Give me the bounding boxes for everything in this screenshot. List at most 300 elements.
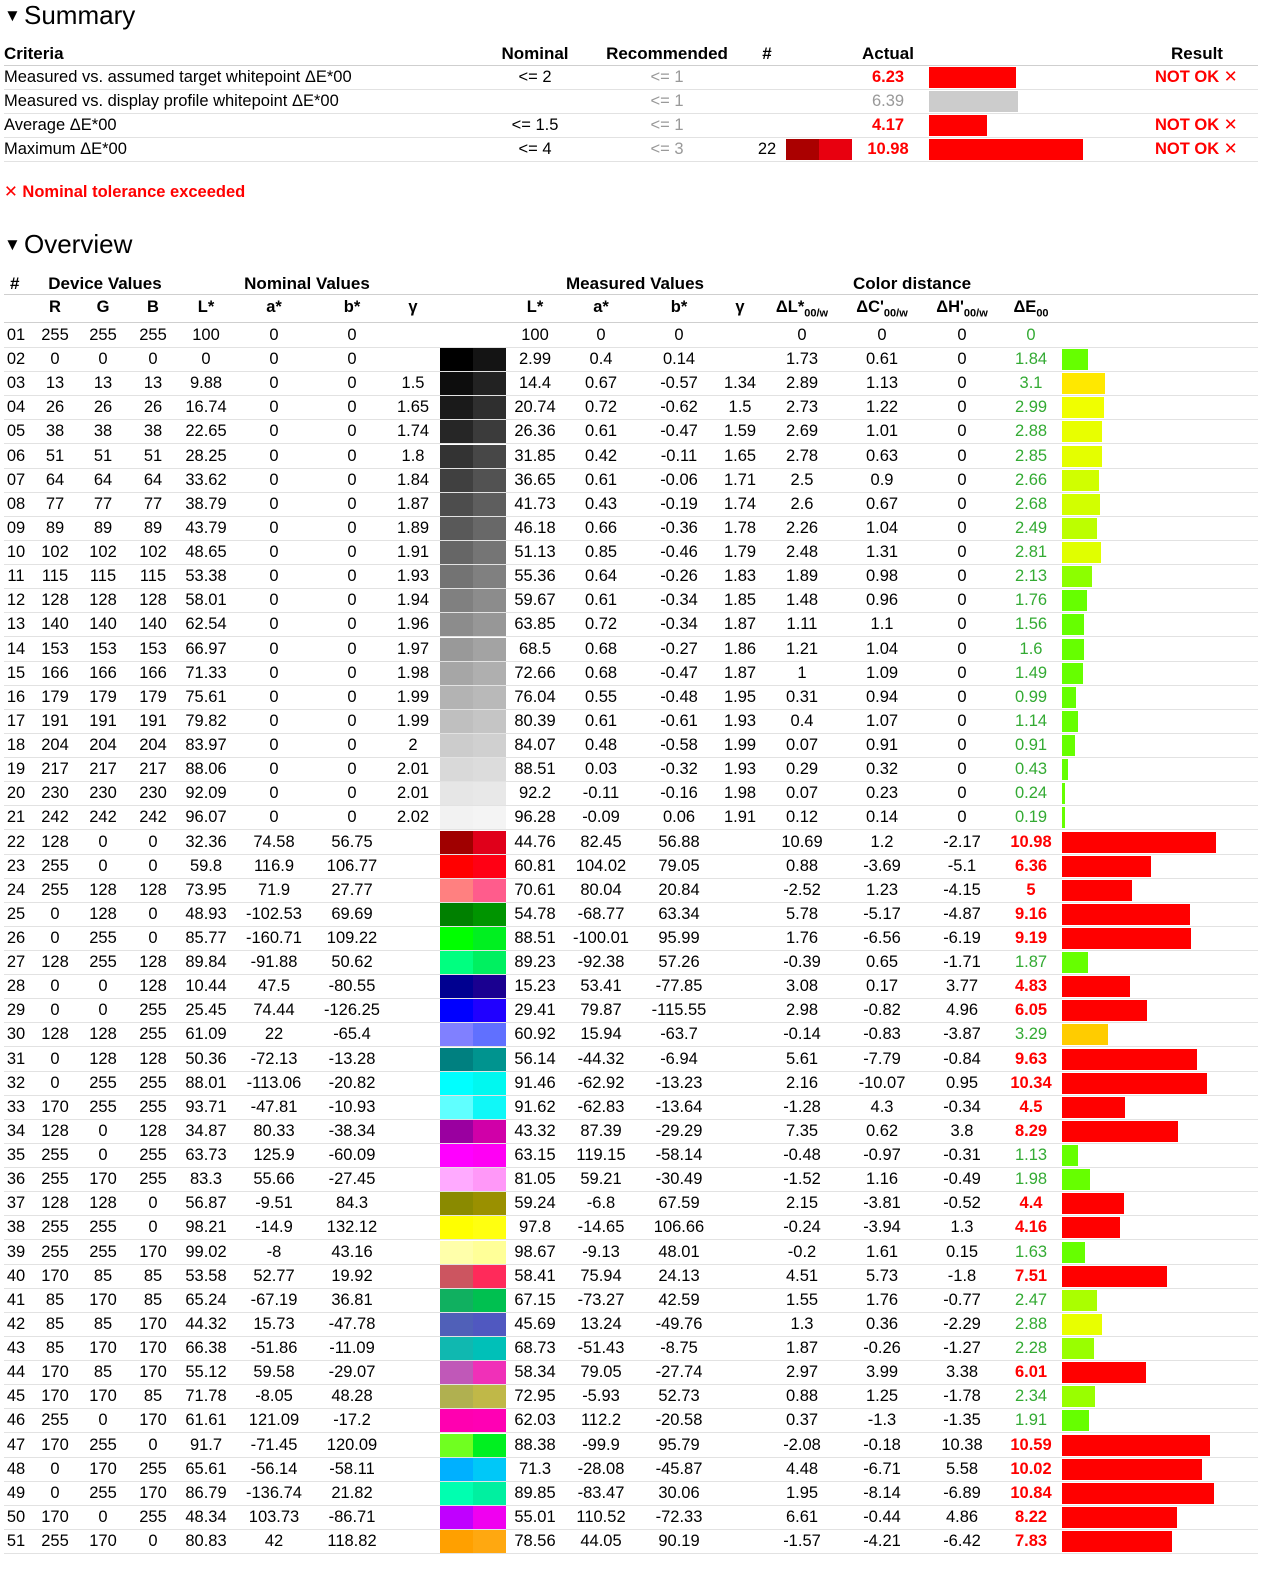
cell-R: 170 [41, 1267, 69, 1285]
cell-dC: 0.67 [865, 495, 899, 513]
cell-dC: 0.94 [865, 688, 899, 706]
cell-dC: -10.07 [858, 1074, 906, 1092]
cell-dC: -3.69 [863, 857, 901, 875]
cell-G: 128 [89, 591, 117, 609]
cell-dL: -2.08 [783, 1436, 821, 1454]
cell-mL: 84.07 [514, 736, 556, 754]
cell-G: 170 [89, 1170, 117, 1188]
nominal-cell: <= 2 [518, 68, 552, 86]
cell-dH: 3.38 [945, 1363, 979, 1381]
cell-mb: 67.59 [658, 1194, 700, 1212]
cell-a: 0 [269, 567, 279, 585]
cell-dE: 7.51 [1014, 1267, 1048, 1285]
cell-dC: 0.32 [865, 760, 899, 778]
cell-mL: 45.69 [514, 1315, 556, 1333]
cell-G: 170 [89, 1387, 117, 1405]
cell-mb: -0.32 [660, 760, 698, 778]
column-header-mg: γ [735, 298, 745, 316]
delta-e-bar [1062, 807, 1065, 828]
nominal-header: Nominal [501, 44, 569, 63]
cell-dE: 4.4 [1019, 1194, 1043, 1212]
delta-e-bar [1062, 542, 1101, 563]
cell-ma: 112.2 [580, 1411, 622, 1429]
cell-dE: 0 [1026, 326, 1036, 344]
column-header-ma: a* [593, 298, 609, 316]
summary-title: Summary [24, 0, 136, 30]
cell-id: 22 [6, 833, 26, 851]
cell-dL: 5.61 [785, 1050, 819, 1068]
cell-dH: 10.38 [941, 1436, 983, 1454]
cell-dL: 1.76 [785, 929, 819, 947]
actual-cell: 6.39 [871, 92, 905, 110]
device-values-header: Device Values [48, 274, 162, 293]
cell-R: 170 [41, 1508, 69, 1526]
delta-e-bar [1062, 1193, 1124, 1214]
cell-G: 0 [98, 833, 108, 851]
cell-dL: 0.07 [785, 736, 819, 754]
patch-swatch-measured [473, 396, 506, 420]
delta-e-bar [1062, 928, 1191, 949]
cell-dH: -1.27 [943, 1339, 981, 1357]
cell-B: 0 [148, 929, 158, 947]
cell-G: 115 [89, 567, 117, 585]
delta-e-bar [1062, 759, 1068, 780]
cell-dH: -4.87 [943, 905, 981, 923]
cell-R: 153 [41, 640, 69, 658]
cell-B: 230 [139, 784, 167, 802]
cell-ma: -14.65 [577, 1218, 625, 1236]
column-header-mL: L* [526, 298, 544, 316]
patch-swatch-measured [473, 662, 506, 686]
cell-dH: 0 [957, 374, 967, 392]
cell-mb: 95.79 [658, 1436, 700, 1454]
cell-dC: 0.36 [865, 1315, 899, 1333]
cell-B: 255 [139, 326, 167, 344]
cell-mL: 88.38 [514, 1436, 556, 1454]
cell-dH: 0 [957, 350, 967, 368]
cell-L: 89.84 [185, 953, 227, 971]
cell-mL: 54.78 [514, 905, 556, 923]
patch-swatch-nominal [440, 420, 473, 444]
cell-a: 0 [269, 374, 279, 392]
patch-swatch-nominal [440, 372, 473, 396]
cell-id: 18 [6, 736, 26, 754]
cell-dE: 1.76 [1014, 591, 1048, 609]
cell-dE: 8.29 [1014, 1122, 1048, 1140]
cell-B: 255 [139, 1170, 167, 1188]
cell-dC: 0 [877, 326, 887, 344]
cell-R: 102 [41, 543, 69, 561]
patch-swatch-nominal [440, 734, 473, 758]
cell-dC: -7.79 [863, 1050, 901, 1068]
column-header-R: R [49, 298, 61, 316]
cell-mL: 100 [521, 326, 549, 344]
cell-dH: 0 [957, 422, 967, 440]
cell-g: 1.8 [401, 447, 425, 465]
cell-dC: 1.04 [865, 640, 899, 658]
cell-G: 204 [89, 736, 117, 754]
patch-swatch-measured [473, 1048, 506, 1072]
delta-e-bar [1062, 446, 1102, 467]
patch-swatch-measured [473, 1144, 506, 1168]
column-header-dC: $\Delta C'_{00/w}$ [856, 298, 908, 320]
cell-L: 53.38 [185, 567, 227, 585]
cell-dE: 2.88 [1014, 1315, 1048, 1333]
patch-swatch-measured [473, 565, 506, 589]
cell-dC: 0.9 [870, 471, 894, 489]
cell-ma: -83.47 [577, 1484, 625, 1502]
cell-b: 36.81 [331, 1291, 373, 1309]
cell-a: -136.74 [246, 1484, 302, 1502]
cell-id: 33 [6, 1098, 26, 1116]
cell-ma: -100.01 [573, 929, 629, 947]
cell-L: 79.82 [185, 712, 227, 730]
divider [4, 1553, 1258, 1554]
cell-mL: 72.66 [514, 664, 556, 682]
overview-toggle[interactable] [4, 229, 132, 260]
patch-swatch-nominal [440, 1482, 473, 1506]
cell-R: 179 [41, 688, 69, 706]
cell-B: 170 [139, 1363, 167, 1381]
cell-ma: -6.8 [586, 1194, 616, 1212]
cell-dH: -0.52 [943, 1194, 981, 1212]
cell-dL: 0.12 [785, 808, 819, 826]
overview-num-header: # [10, 274, 20, 293]
cell-mb: -27.74 [655, 1363, 703, 1381]
cell-B: 128 [139, 591, 167, 609]
patch-swatch-nominal [440, 541, 473, 565]
cell-a: 55.66 [253, 1170, 295, 1188]
cell-mb: -0.61 [660, 712, 698, 730]
actual-cell: 6.23 [871, 68, 905, 86]
delta-e-bar [1062, 1121, 1178, 1142]
result-header: Result [1171, 44, 1223, 63]
cell-g: 2.01 [396, 760, 430, 778]
cell-G: 64 [93, 471, 113, 489]
cell-B: 128 [139, 1122, 167, 1140]
cell-dE: 1.49 [1014, 664, 1048, 682]
cell-dL: 1.95 [785, 1484, 819, 1502]
cell-dH: -2.29 [943, 1315, 981, 1333]
patch-swatch-nominal [440, 1120, 473, 1144]
cell-L: 0 [201, 350, 211, 368]
cell-dE: 0.91 [1014, 736, 1048, 754]
patch-swatch-nominal [440, 1048, 473, 1072]
cell-id: 13 [6, 615, 26, 633]
cell-dL: 0.37 [785, 1411, 819, 1429]
cell-id: 51 [6, 1532, 26, 1550]
cell-mL: 46.18 [514, 519, 556, 537]
cell-B: 179 [139, 688, 167, 706]
cell-b: 0 [347, 543, 357, 561]
patch-swatch-nominal [440, 445, 473, 469]
cell-a: 71.9 [257, 881, 291, 899]
cell-B: 217 [139, 760, 167, 778]
cell-ma: 79.87 [580, 1001, 622, 1019]
summary-toggle[interactable] [4, 0, 135, 31]
cell-L: 86.79 [185, 1484, 227, 1502]
cell-dE: 9.19 [1014, 929, 1048, 947]
cell-ma: -44.32 [577, 1050, 625, 1068]
cell-dC: -3.94 [863, 1218, 901, 1236]
delta-e-bar [1062, 1435, 1210, 1456]
cell-mb: -0.26 [660, 567, 698, 585]
cell-B: 64 [143, 471, 163, 489]
cell-b: 0 [347, 760, 357, 778]
cell-mg: 1.95 [723, 688, 757, 706]
cell-L: 55.12 [185, 1363, 227, 1381]
patch-swatch-measured [473, 782, 506, 806]
cell-R: 0 [50, 1484, 60, 1502]
cell-R: 128 [41, 591, 69, 609]
actual-bar [929, 91, 1018, 112]
cell-B: 38 [143, 422, 163, 440]
cell-mL: 67.15 [514, 1291, 556, 1309]
cell-L: 71.78 [185, 1387, 227, 1405]
cell-L: 96.07 [185, 808, 227, 826]
cell-R: 0 [50, 905, 60, 923]
cell-mb: 42.59 [658, 1291, 700, 1309]
cell-dL: 1.87 [785, 1339, 819, 1357]
cell-dE: 2.28 [1014, 1339, 1048, 1357]
cell-mb: -0.19 [660, 495, 698, 513]
cell-dE: 5 [1026, 881, 1036, 899]
delta-e-bar [1062, 832, 1216, 853]
cell-G: 170 [89, 1291, 117, 1309]
cell-ma: 119.15 [576, 1146, 626, 1164]
cell-dE: 10.02 [1010, 1460, 1052, 1478]
cell-a: 0 [269, 350, 279, 368]
cell-G: 242 [89, 808, 117, 826]
cell-L: 100 [192, 326, 220, 344]
delta-e-bar [1062, 397, 1104, 418]
delta-e-bar [1062, 1097, 1125, 1118]
cell-mb: -20.58 [655, 1411, 703, 1429]
cell-dE: 0.19 [1014, 808, 1048, 826]
cell-mb: -30.49 [655, 1170, 703, 1188]
cell-mL: 80.39 [514, 712, 556, 730]
cell-L: 73.95 [185, 881, 227, 899]
cell-b: 0 [347, 519, 357, 537]
cell-dL: 7.35 [785, 1122, 819, 1140]
patch-swatch-nominal [440, 758, 473, 782]
cell-dH: 0 [957, 784, 967, 802]
cell-dE: 7.83 [1014, 1532, 1048, 1550]
cell-B: 170 [139, 1484, 167, 1502]
patch-swatch-measured [473, 1289, 506, 1313]
cell-mb: -0.47 [660, 664, 698, 682]
patch-swatch-measured [473, 710, 506, 734]
delta-e-bar [1062, 1000, 1147, 1021]
cell-dC: 0.17 [865, 977, 899, 995]
patch-swatch-measured [473, 1072, 506, 1096]
criteria-cell: Average ΔE*00 [4, 116, 117, 134]
patch-swatch-measured [473, 903, 506, 927]
cell-id: 17 [6, 712, 26, 730]
column-header-B: B [147, 298, 159, 316]
patch-swatch-measured [473, 517, 506, 541]
patch-swatch-nominal [440, 1313, 473, 1337]
cell-mb: 0.06 [662, 808, 696, 826]
cell-dE: 1.91 [1014, 1411, 1048, 1429]
cell-G: 128 [89, 1050, 117, 1068]
cell-L: 66.38 [185, 1339, 227, 1357]
cell-mL: 56.14 [514, 1050, 556, 1068]
cell-G: 166 [89, 664, 117, 682]
patch-swatch-nominal [440, 686, 473, 710]
cell-dL: 1.21 [785, 640, 819, 658]
cell-id: 39 [6, 1243, 26, 1261]
cell-dC: 1.22 [865, 398, 899, 416]
cell-a: 116.9 [253, 857, 295, 875]
cell-L: 65.61 [185, 1460, 227, 1478]
patch-swatch-nominal [440, 469, 473, 493]
cell-dC: -0.97 [863, 1146, 901, 1164]
cell-dE: 2.85 [1014, 447, 1048, 465]
patch-swatch-measured [473, 806, 506, 830]
cell-R: 0 [50, 1074, 60, 1092]
cell-L: 33.62 [185, 471, 227, 489]
patch-swatch-measured [473, 1168, 506, 1192]
cell-mL: 15.23 [514, 977, 556, 995]
cell-b: -17.2 [333, 1411, 371, 1429]
result-cell: NOT OK ✕ [1155, 68, 1238, 86]
cell-L: 63.73 [185, 1146, 227, 1164]
cell-dC: 0.62 [865, 1122, 899, 1140]
cell-a: 22 [264, 1025, 284, 1043]
cell-mb: 20.84 [658, 881, 700, 899]
cell-dE: 2.47 [1014, 1291, 1048, 1309]
cell-dL: 4.51 [785, 1267, 819, 1285]
cell-mb: 52.73 [658, 1387, 700, 1405]
cell-mb: 24.13 [658, 1267, 700, 1285]
cell-L: 48.34 [185, 1508, 227, 1526]
cell-ma: 0 [596, 326, 606, 344]
cell-dC: 5.73 [865, 1267, 899, 1285]
cell-G: 179 [89, 688, 117, 706]
cell-mb: -0.58 [660, 736, 698, 754]
cell-g: 1.98 [396, 664, 430, 682]
cell-dE: 10.34 [1010, 1074, 1052, 1092]
cell-dL: -1.52 [783, 1170, 821, 1188]
cell-B: 26 [143, 398, 163, 416]
actual-bar [929, 67, 1016, 88]
patch-swatch-measured [473, 1023, 506, 1047]
patch-swatch-nominal [440, 589, 473, 613]
cell-mg: 1.5 [728, 398, 752, 416]
cell-R: 38 [45, 422, 65, 440]
nominal-cell: <= 1.5 [511, 116, 559, 134]
cell-mL: 58.34 [514, 1363, 556, 1381]
cell-b: 0 [347, 350, 357, 368]
delta-e-bar [1062, 590, 1087, 611]
cell-dH: 0 [957, 688, 967, 706]
cell-dC: 1.31 [865, 543, 899, 561]
patch-swatch-nominal [440, 710, 473, 734]
delta-e-bar [1062, 783, 1065, 804]
cell-id: 35 [6, 1146, 26, 1164]
cell-dL: 2.48 [785, 543, 819, 561]
nominal-tolerance-verdict: ✕ Nominal tolerance exceeded [4, 183, 246, 201]
cell-L: 48.65 [185, 543, 227, 561]
cell-G: 0 [98, 1508, 108, 1526]
cell-a: 0 [269, 736, 279, 754]
cell-B: 204 [139, 736, 167, 754]
cell-R: 255 [41, 1532, 69, 1550]
cell-B: 255 [139, 1508, 167, 1526]
patch-swatch-measured [473, 927, 506, 951]
cell-dL: 2.69 [785, 422, 819, 440]
cell-b: -20.82 [328, 1074, 376, 1092]
cell-mb: 63.34 [658, 905, 700, 923]
cell-mb: -45.87 [655, 1460, 703, 1478]
cell-R: 0 [50, 929, 60, 947]
cell-dL: 2.26 [785, 519, 819, 537]
cell-mL: 44.76 [514, 833, 556, 851]
cell-b: 106.77 [326, 857, 378, 875]
cell-dC: 0.14 [865, 808, 899, 826]
cell-b: 0 [347, 736, 357, 754]
cell-mL: 92.2 [518, 784, 552, 802]
cell-dH: -0.77 [943, 1291, 981, 1309]
patch-swatch-measured [473, 1120, 506, 1144]
cell-dH: 0 [957, 591, 967, 609]
cell-B: 85 [143, 1291, 163, 1309]
delta-e-bar [1062, 1459, 1202, 1480]
cell-mb: 90.19 [658, 1532, 700, 1550]
cell-dH: -1.35 [943, 1411, 981, 1429]
cell-a: 103.73 [248, 1508, 300, 1526]
cell-ma: 0.03 [584, 760, 618, 778]
cell-a: 42 [264, 1532, 284, 1550]
cell-B: 255 [139, 1146, 167, 1164]
cell-dH: 3.77 [945, 977, 979, 995]
cell-L: 83.3 [189, 1170, 223, 1188]
cell-mL: 76.04 [514, 688, 556, 706]
patch-swatch-measured [473, 1385, 506, 1409]
cell-ma: 0.55 [584, 688, 618, 706]
cell-dE: 1.6 [1019, 640, 1043, 658]
cell-dC: 1.61 [865, 1243, 899, 1261]
cell-mb: -0.34 [660, 615, 698, 633]
cell-g: 1.89 [396, 519, 430, 537]
cell-ma: -51.43 [577, 1339, 625, 1357]
cell-dH: 0 [957, 519, 967, 537]
cell-b: 120.09 [326, 1436, 378, 1454]
cell-L: 38.79 [185, 495, 227, 513]
cell-g: 2.02 [396, 808, 430, 826]
cell-mb: -0.57 [660, 374, 698, 392]
cell-ma: 13.24 [580, 1315, 622, 1333]
patch-swatch-measured [819, 139, 852, 160]
cell-dH: 1.3 [950, 1218, 974, 1236]
patch-swatch-measured [473, 1337, 506, 1361]
cell-b: 43.16 [331, 1243, 373, 1261]
patch-swatch-measured [473, 1265, 506, 1289]
delta-e-bar [1062, 639, 1084, 660]
cell-dL: 0.4 [790, 712, 814, 730]
cell-id: 06 [6, 447, 26, 465]
cell-dE: 2.49 [1014, 519, 1048, 537]
cell-a: 80.33 [253, 1122, 295, 1140]
cell-mL: 88.51 [514, 929, 556, 947]
cell-L: 22.65 [185, 422, 227, 440]
cell-R: 0 [50, 977, 60, 995]
cell-dL: 0.31 [785, 688, 819, 706]
divider [4, 161, 1258, 162]
cell-mg: 1.34 [723, 374, 757, 392]
cell-dE: 10.84 [1010, 1484, 1052, 1502]
